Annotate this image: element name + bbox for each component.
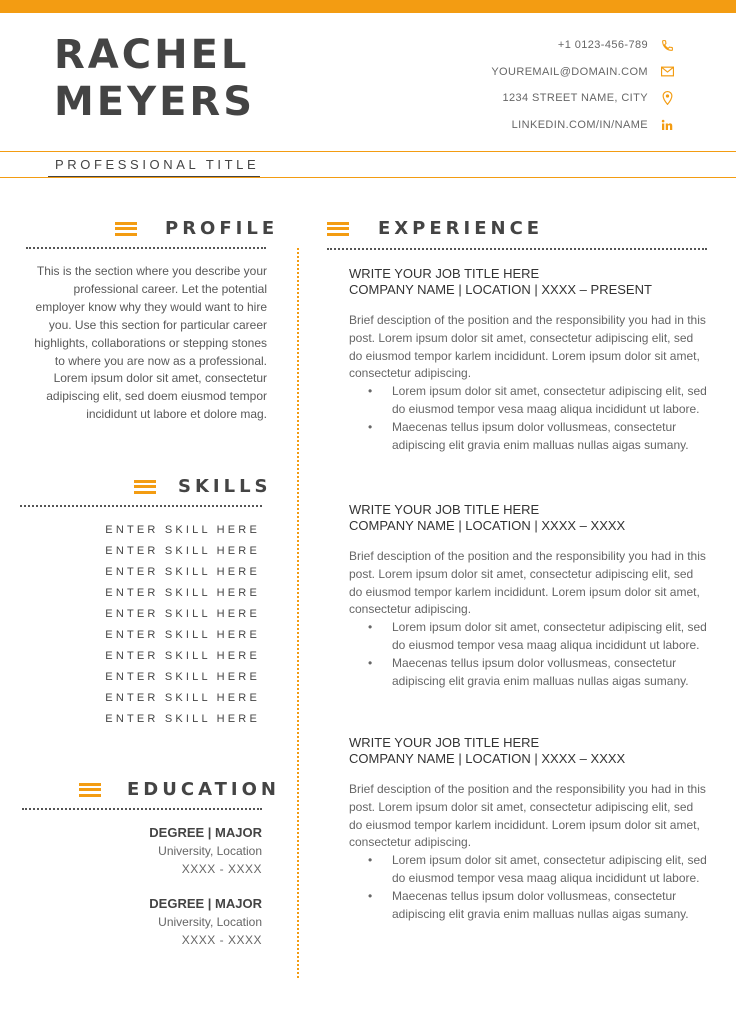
job-entry <box>349 266 709 454</box>
job-bullet: • Lorem ipsum dolor sit amet, consectetur adipiscing elit, sed do eiusmod tempor vesa maag aliqua incididunt ut labore. <box>349 383 709 419</box>
education-heading <box>79 779 280 800</box>
skill-item: ENTER SKILL HERE <box>105 650 260 662</box>
education-dates: XXXX - XXXX <box>181 862 262 876</box>
job-bullets <box>349 852 709 923</box>
education-dates: XXXX - XXXX <box>181 933 262 947</box>
top-accent-bar <box>0 0 736 13</box>
phone-icon <box>660 38 674 52</box>
job-bullet: • Maecenas tellus ipsum dolor vollusmeas, consectetur adipiscing elit gravia enim malluas nullas aigas sumany. <box>349 655 709 691</box>
skill-item: ENTER SKILL HERE <box>105 629 260 641</box>
menu-lines-icon <box>115 222 137 236</box>
job-title: WRITE YOUR JOB TITLE HERE <box>349 502 540 517</box>
skill-item: ENTER SKILL HERE <box>105 545 260 557</box>
skill-item: ENTER SKILL HERE <box>105 692 260 704</box>
contact-phone[interactable] <box>491 32 674 59</box>
job-bullet: • Maecenas tellus ipsum dolor vollusmeas, consectetur adipiscing elit gravia enim malluas nullas aigas sumany. <box>349 888 709 924</box>
contact-linkedin-text: LINKEDIN.COM/IN/NAME <box>511 118 648 131</box>
skills-heading-text: SKILLS <box>178 476 272 497</box>
job-description: Brief desciption of the position and the responsibility you had in this post. Lorem ipsum dolor sit amet, consectetur adipiscing elit, sed do eiusmod tempor karlem incididunt. Lorem ipsum dolor sit amet, consectetur adipiscing. <box>349 782 706 850</box>
menu-lines-icon <box>327 222 349 236</box>
job-company: COMPANY NAME | LOCATION | XXXX – XXXX <box>349 751 626 766</box>
contact-linkedin[interactable] <box>491 112 674 139</box>
job-company: COMPANY NAME | LOCATION | XXXX – XXXX <box>349 518 626 533</box>
experience-heading <box>327 218 543 239</box>
job-bullet: • Lorem ipsum dolor sit amet, consectetur adipiscing elit, sed do eiusmod tempor vesa maag aliqua incididunt ut labore. <box>349 619 709 655</box>
job-bullet: • Lorem ipsum dolor sit amet, consectetur adipiscing elit, sed do eiusmod tempor vesa maag aliqua incididunt ut labore. <box>349 852 709 888</box>
first-name: RACHEL <box>54 32 250 78</box>
skill-item: ENTER SKILL HERE <box>105 713 260 725</box>
last-name: MEYERS <box>54 79 256 125</box>
education-entry <box>60 824 262 878</box>
job-entry <box>349 735 709 923</box>
skill-item: ENTER SKILL HERE <box>105 608 260 620</box>
job-entry <box>349 502 709 690</box>
education-degree: DEGREE | MAJOR <box>149 825 262 840</box>
menu-lines-icon <box>79 783 101 797</box>
job-bullets <box>349 383 709 454</box>
education-school: University, Location <box>158 844 262 858</box>
skill-item: ENTER SKILL HERE <box>105 671 260 683</box>
skills-rule <box>20 505 262 507</box>
education-entry <box>60 895 262 949</box>
location-pin-icon <box>660 91 674 105</box>
menu-lines-icon <box>134 480 156 494</box>
job-title: WRITE YOUR JOB TITLE HERE <box>349 735 540 750</box>
contact-block <box>491 32 674 138</box>
education-school: University, Location <box>158 915 262 929</box>
candidate-name <box>54 32 255 126</box>
profile-heading <box>115 218 278 239</box>
job-title: WRITE YOUR JOB TITLE HERE <box>349 266 540 281</box>
title-band-top-line <box>0 151 736 152</box>
experience-rule <box>327 248 707 250</box>
skills-list <box>60 520 260 730</box>
job-bullets <box>349 619 709 690</box>
job-company: COMPANY NAME | LOCATION | XXXX – PRESENT <box>349 282 652 297</box>
contact-address-text: 1234 STREET NAME, CITY <box>502 92 648 105</box>
contact-address <box>491 85 674 112</box>
contact-email-text: YOUREMAIL@DOMAIN.COM <box>491 65 648 78</box>
job-bullet: • Maecenas tellus ipsum dolor vollusmeas, consectetur adipiscing elit gravia enim malluas nullas aigas sumany. <box>349 419 709 455</box>
linkedin-icon <box>660 118 674 132</box>
education-degree: DEGREE | MAJOR <box>149 896 262 911</box>
education-heading-text: EDUCATION <box>127 779 280 800</box>
profile-rule <box>26 247 266 249</box>
contact-phone-text: +1 0123-456-789 <box>557 39 648 52</box>
job-description: Brief desciption of the position and the responsibility you had in this post. Lorem ipsum dolor sit amet, consectetur adipiscing elit, sed do eiusmod tempor karlem incididunt. Lorem ipsum dolor sit amet, consectetur adipiscing. <box>349 549 706 617</box>
experience-heading-text: EXPERIENCE <box>378 218 544 239</box>
skill-item: ENTER SKILL HERE <box>105 587 260 599</box>
column-divider <box>297 248 299 978</box>
skill-item: ENTER SKILL HERE <box>105 566 260 578</box>
contact-email[interactable] <box>491 59 674 86</box>
skills-heading <box>134 476 272 497</box>
job-description: Brief desciption of the position and the responsibility you had in this post. Lorem ipsum dolor sit amet, consectetur adipiscing elit, sed do eiusmod tempor karlem incididunt. Lorem ipsum dolor sit amet, consectetur adipiscing. <box>349 313 706 381</box>
title-band-bottom-line <box>0 177 736 178</box>
profile-heading-text: PROFILE <box>165 218 279 239</box>
professional-title: PROFESSIONAL TITLE <box>55 157 260 172</box>
education-rule <box>22 808 262 810</box>
profile-text: This is the section where you describe your professional career. Let the potential employer know why they would want to hire you. Use this section for particular career highlights, collaborations or stepping stones to where you are now as a professional. Lorem ipsum dolor sit amet, consectetur adipiscing elit, sed doem eiusmod tempor incididunt ut labore et dolore mag. <box>34 264 267 422</box>
skill-item: ENTER SKILL HERE <box>105 524 260 536</box>
envelope-icon <box>660 65 674 79</box>
